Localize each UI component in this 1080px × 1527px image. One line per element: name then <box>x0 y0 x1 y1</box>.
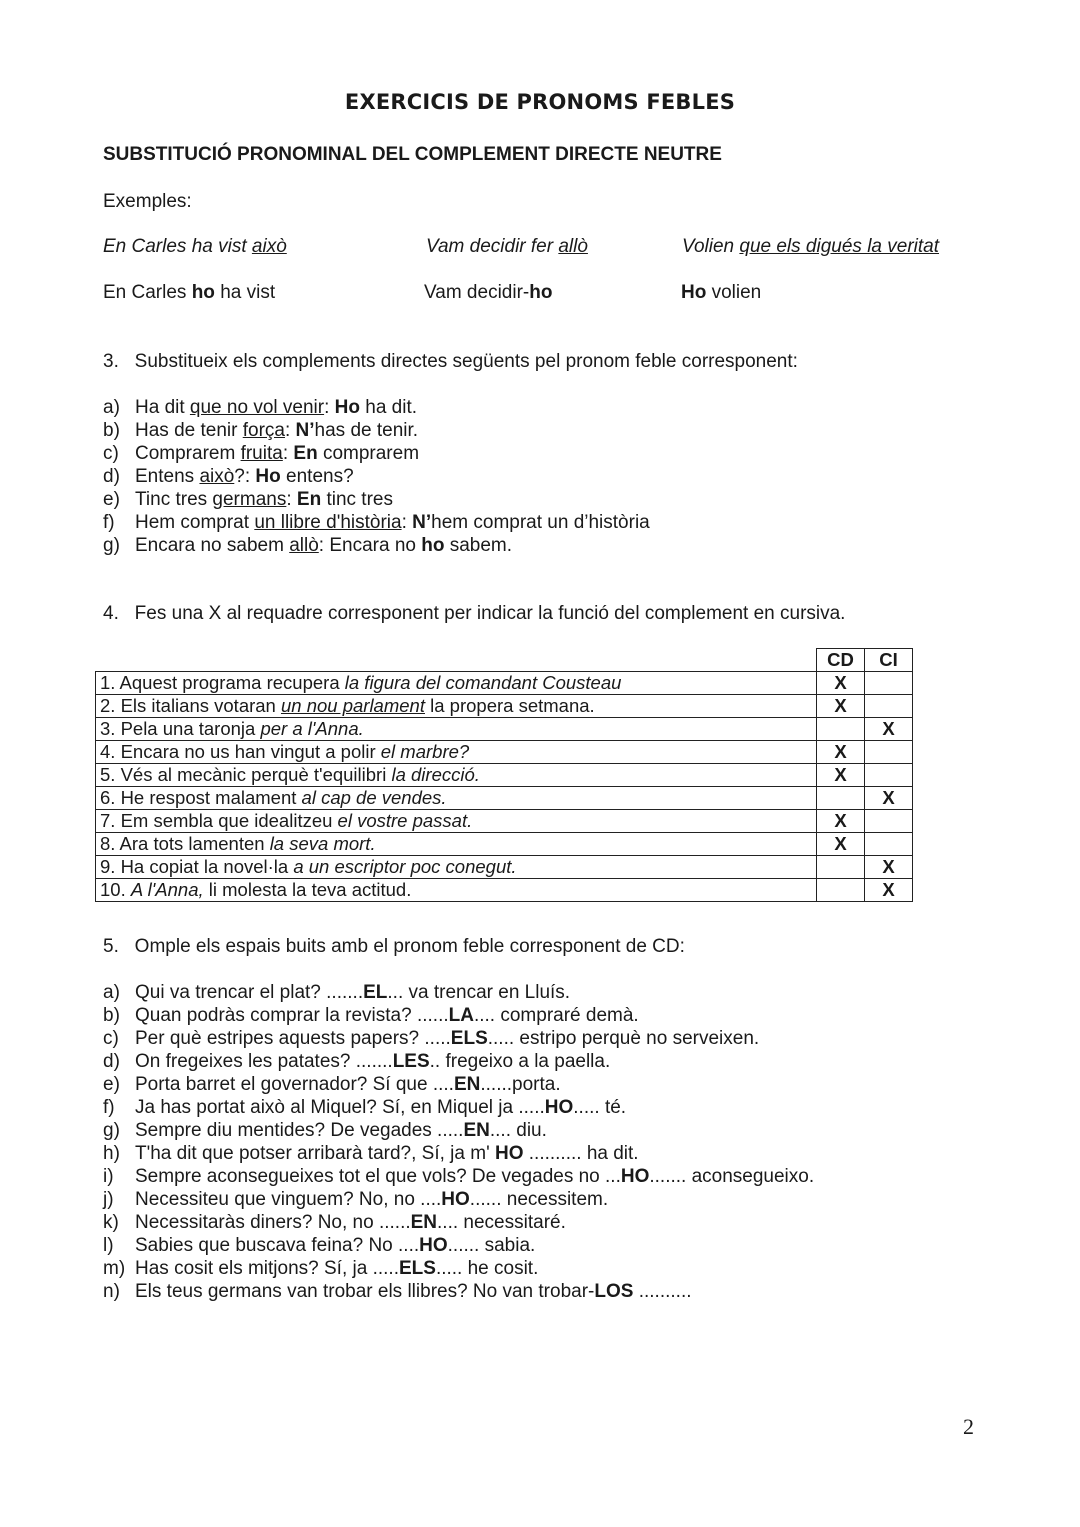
exercise-4-instruction: 4. Fes una X al requadre corresponent per indicar la funció del complement en cursiva. <box>103 603 846 624</box>
list-item: a) Qui va trencar el plat? .......EL... va trencar en Lluís. <box>103 982 571 1003</box>
list-item: b) Quan podràs comprar la revista? ......LA.... compraré demà. <box>103 1005 639 1026</box>
example-1-result: En Carles ho ha vist <box>103 282 276 303</box>
list-item: a) Ha dit que no vol venir: Ho ha dit. <box>103 397 418 418</box>
ci-cell[interactable] <box>865 833 913 856</box>
table-row <box>96 672 913 695</box>
table-row <box>96 741 913 764</box>
list-item: i) Sempre aconsegueixes tot el que vols? De vegades no ...HO....... aconsegueixo. <box>103 1166 815 1187</box>
list-item: h) T'ha dit que potser arribarà tard?, Sí, ja m' HO .......... ha dit. <box>103 1143 639 1164</box>
cd-cell[interactable]: X <box>817 672 865 695</box>
sentence-cell: 2. Els italians votaran un nou parlament la propera setmana. <box>96 695 817 718</box>
list-item: f) Hem comprat un llibre d'història: N’hem comprat un d’història <box>103 512 650 533</box>
column-header-cd: CD <box>817 649 865 672</box>
table-row <box>96 856 913 879</box>
list-item: k) Necessitaràs diners? No, no ......EN.... necessitaré. <box>103 1212 566 1233</box>
exercise-4-table <box>95 648 913 902</box>
sentence-cell: 1. Aquest programa recupera la figura del comandant Cousteau <box>96 672 817 695</box>
sentence-cell: 8. Ara tots lamenten la seva mort. <box>96 833 817 856</box>
ci-cell[interactable]: X <box>865 718 913 741</box>
ci-cell[interactable] <box>865 810 913 833</box>
cd-cell[interactable] <box>817 856 865 879</box>
example-2-result: Vam decidir-ho <box>424 282 553 303</box>
table-row <box>96 718 913 741</box>
list-item: d) Entens això?: Ho entens? <box>103 466 354 487</box>
list-item: g) Sempre diu mentides? De vegades .....EN.... diu. <box>103 1120 547 1141</box>
section-subtitle: SUBSTITUCIÓ PRONOMINAL DEL COMPLEMENT DIRECTE NEUTRE <box>103 144 722 165</box>
ci-cell[interactable]: X <box>865 787 913 810</box>
sentence-cell: 3. Pela una taronja per a l'Anna. <box>96 718 817 741</box>
exercise-5-instruction: 5. Omple els espais buits amb el pronom feble corresponent de CD: <box>103 936 685 957</box>
list-item: n) Els teus germans van trobar els llibres? No van trobar-LOS .......... <box>103 1281 692 1302</box>
list-item: m) Has cosit els mitjons? Sí, ja .....ELS..... he cosit. <box>103 1258 539 1279</box>
ci-cell[interactable] <box>865 695 913 718</box>
ci-cell[interactable] <box>865 741 913 764</box>
ci-cell[interactable] <box>865 672 913 695</box>
cd-cell[interactable]: X <box>817 833 865 856</box>
column-header-ci: CI <box>865 649 913 672</box>
ci-cell[interactable]: X <box>865 879 913 902</box>
list-item: e) Porta barret el governador? Sí que ....EN......porta. <box>103 1074 561 1095</box>
list-item: g) Encara no sabem allò: Encara no ho sabem. <box>103 535 513 556</box>
table-header-blank <box>96 649 817 672</box>
sentence-cell: 9. Ha copiat la novel·la a un escriptor poc conegut. <box>96 856 817 879</box>
table-row <box>96 810 913 833</box>
example-3-result: Ho volien <box>681 282 762 303</box>
sentence-cell: 5. Vés al mecànic perquè t'equilibri la direcció. <box>96 764 817 787</box>
list-item: c) Comprarem fruita: En comprarem <box>103 443 420 464</box>
example-1-original: En Carles ha vist això <box>103 236 287 257</box>
examples-label: Exemples: <box>103 191 192 212</box>
exercise-3-list <box>103 396 650 557</box>
list-item: d) On fregeixes les patates? .......LES.. fregeixo a la paella. <box>103 1051 611 1072</box>
cd-cell[interactable]: X <box>817 810 865 833</box>
table-row <box>96 764 913 787</box>
cd-cell[interactable] <box>817 787 865 810</box>
table-row <box>96 695 913 718</box>
cd-cell[interactable] <box>817 879 865 902</box>
table-header-row <box>96 649 913 672</box>
list-item: j) Necessiteu que vinguem? No, no ....HO...... necessitem. <box>103 1189 609 1210</box>
page-number: 2 <box>963 1414 974 1439</box>
list-item: c) Per què estripes aquests papers? .....ELS..... estripo perquè no serveixen. <box>103 1028 760 1049</box>
sentence-cell: 10. A l'Anna, li molesta la teva actitud. <box>96 879 817 902</box>
cd-cell[interactable]: X <box>817 764 865 787</box>
list-item: l) Sabies que buscava feina? No ....HO...... sabia. <box>103 1235 536 1256</box>
cd-cell[interactable]: X <box>817 741 865 764</box>
list-item: e) Tinc tres germans: En tinc tres <box>103 489 393 510</box>
cd-cell[interactable] <box>817 718 865 741</box>
sentence-cell: 7. Em sembla que idealitzeu el vostre passat. <box>96 810 817 833</box>
list-item: f) Ja has portat això al Miquel? Sí, en Miquel ja .....HO..... té. <box>103 1097 627 1118</box>
sentence-cell: 4. Encara no us han vingut a polir el marbre? <box>96 741 817 764</box>
page-title: EXERCICIS DE PRONOMS FEBLES <box>344 90 736 114</box>
list-item: b) Has de tenir força: N’has de tenir. <box>103 420 419 441</box>
example-3-original: Volien que els digués la veritat <box>682 236 940 257</box>
table-row <box>96 833 913 856</box>
sentence-cell: 6. He respost malament al cap de vendes. <box>96 787 817 810</box>
table-row <box>96 787 913 810</box>
table-row <box>96 879 913 902</box>
exercise-3-instruction: 3. Substitueix els complements directes següents pel pronom feble corresponent: <box>103 351 798 372</box>
cd-cell[interactable]: X <box>817 695 865 718</box>
exercise-5-list <box>103 981 814 1303</box>
example-2-original: Vam decidir fer allò <box>426 236 588 257</box>
ci-cell[interactable] <box>865 764 913 787</box>
ci-cell[interactable]: X <box>865 856 913 879</box>
